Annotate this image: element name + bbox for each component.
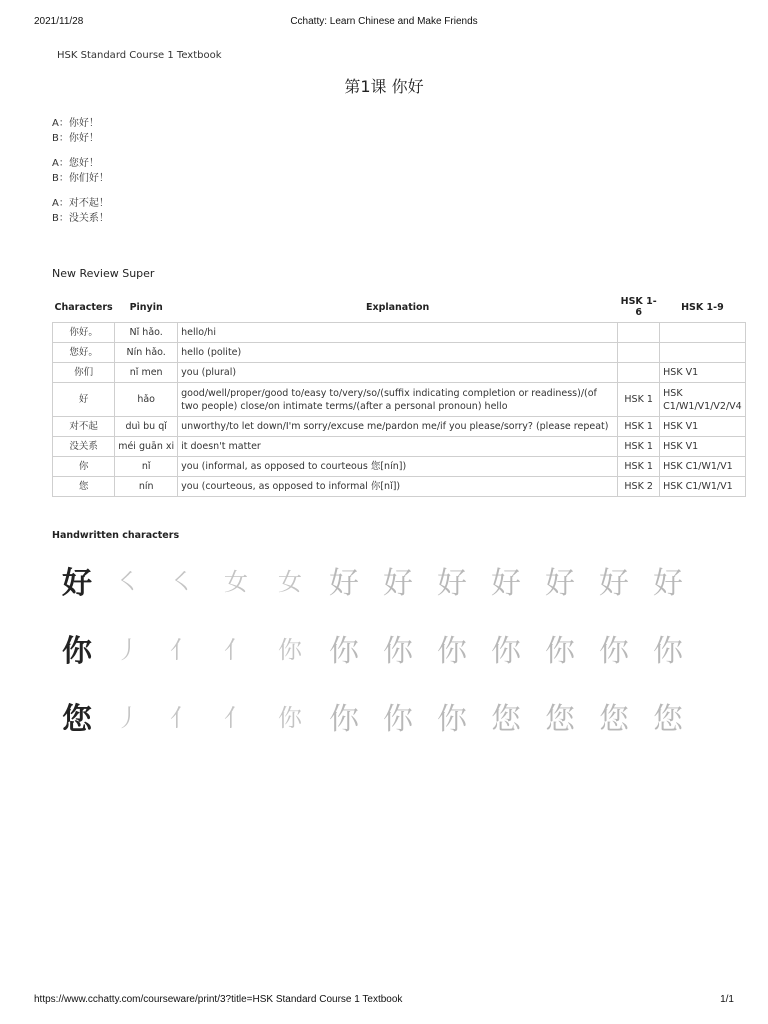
pinyin-cell: Nín hǎo.	[115, 343, 178, 363]
model-character: 您	[62, 702, 92, 737]
stroke-step: 亻	[224, 636, 248, 664]
hsk19-cell: HSK C1/W1/V1	[660, 477, 746, 497]
pinyin-cell: méi guān xi	[115, 437, 178, 457]
handwritten-label: Handwritten characters	[52, 530, 180, 541]
table-row	[53, 417, 746, 437]
table-row	[53, 323, 746, 343]
characters-cell: 你好。	[53, 323, 115, 343]
hsk16-cell: HSK 2	[618, 477, 660, 497]
dialogue-line: B：你们好！	[52, 172, 109, 184]
stroke-step: 您	[545, 702, 575, 737]
stroke-step: ㇛	[116, 568, 140, 596]
stroke-step: 好	[329, 566, 359, 601]
explanation-cell: you (plural)	[178, 363, 618, 383]
stroke-step: 你	[437, 634, 467, 669]
hsk16-cell: HSK 1	[618, 383, 660, 417]
table-row	[53, 363, 746, 383]
dialogue-line: B：你好！	[52, 132, 99, 144]
column-header: HSK 1-9	[681, 301, 724, 313]
stroke-step: 你	[491, 634, 521, 669]
stroke-step: 您	[653, 702, 683, 737]
characters-cell: 你	[53, 457, 115, 477]
stroke-step: 你	[599, 634, 629, 669]
stroke-step: 好	[653, 566, 683, 601]
table-row	[53, 343, 746, 363]
dialogue	[52, 117, 109, 146]
pinyin-cell: nǐ men	[115, 363, 178, 383]
pinyin-cell: Nǐ hǎo.	[115, 323, 178, 343]
stroke-order-row	[52, 626, 722, 676]
stroke-step: 好	[545, 566, 575, 601]
pinyin-cell: hǎo	[115, 383, 178, 417]
stroke-order-row	[52, 558, 722, 608]
dialogue-line: A：对不起！	[52, 198, 109, 209]
table-row	[53, 383, 746, 417]
stroke-step: 你	[329, 702, 359, 737]
stroke-order-row	[52, 694, 722, 744]
print-page-title: Cchatty: Learn Chinese and Make Friends	[290, 16, 478, 27]
characters-cell: 您好。	[53, 343, 115, 363]
hsk16-cell	[618, 323, 660, 343]
model-character: 好	[62, 566, 92, 601]
hsk19-cell: HSK C1/W1/V1/V2/V4	[660, 383, 746, 417]
characters-cell: 您	[53, 477, 115, 497]
stroke-step: 你	[329, 634, 359, 669]
hsk19-cell: HSK C1/W1/V1	[660, 457, 746, 477]
stroke-step: 女	[278, 568, 302, 596]
explanation-cell: it doesn't matter	[178, 437, 618, 457]
hsk19-cell: HSK V1	[660, 417, 746, 437]
table-row	[53, 457, 746, 477]
characters-cell: 对不起	[53, 417, 115, 437]
stroke-step: 你	[383, 634, 413, 669]
lesson-title: 第1课 你好	[344, 77, 424, 96]
explanation-cell: hello/hi	[178, 323, 618, 343]
print-date: 2021/11/28	[34, 16, 84, 27]
dialogue-line: A：你好！	[52, 118, 99, 129]
stroke-step: 你	[653, 634, 683, 669]
print-footer	[34, 994, 734, 1008]
stroke-step: 您	[491, 702, 521, 737]
dialogue	[52, 157, 109, 186]
stroke-step: 女	[224, 568, 248, 596]
course-name: HSK Standard Course 1 Textbook	[57, 50, 222, 61]
stroke-step: 亻	[224, 704, 248, 732]
review-label: New Review Super	[52, 267, 155, 280]
explanation-cell: good/well/proper/good to/easy to/very/so/(suffix indicating completion or readiness)/(of two people) close/on intimate terms/(after a personal pronoun) hello	[178, 383, 618, 417]
stroke-step: 好	[491, 566, 521, 601]
hsk16-cell: HSK 1	[618, 457, 660, 477]
hsk16-cell: HSK 1	[618, 417, 660, 437]
hsk19-cell	[660, 343, 746, 363]
hsk16-cell: HSK 1	[618, 437, 660, 457]
explanation-cell: you (informal, as opposed to courteous 您[nín])	[178, 457, 618, 477]
stroke-step: 丿	[116, 636, 140, 664]
stroke-step: 亻	[170, 704, 194, 732]
stroke-step: 亻	[170, 636, 194, 664]
stroke-step: 你	[437, 702, 467, 737]
explanation-cell: unworthy/to let down/I'm sorry/excuse me/pardon me/if you please/sorry? (please repeat)	[178, 417, 618, 437]
dialogues	[52, 117, 109, 237]
page-url: https://www.cchatty.com/courseware/print/3?title=HSK Standard Course 1 Textbook	[34, 994, 403, 1005]
characters-cell: 你们	[53, 363, 115, 383]
stroke-step: 你	[383, 702, 413, 737]
explanation-cell: you (courteous, as opposed to informal 你[nǐ])	[178, 477, 618, 497]
dialogue-line: B：没关系！	[52, 212, 109, 224]
column-header: Pinyin	[129, 301, 163, 313]
stroke-step: 你	[545, 634, 575, 669]
column-header: Characters	[54, 301, 113, 313]
stroke-step: 丿	[116, 704, 140, 732]
page-number: 1/1	[720, 994, 734, 1005]
table-row	[53, 437, 746, 457]
stroke-step: 好	[437, 566, 467, 601]
pinyin-cell: nǐ	[115, 457, 178, 477]
hsk19-cell: HSK V1	[660, 437, 746, 457]
vocab-table	[52, 294, 746, 497]
print-header	[34, 16, 734, 30]
stroke-step: 你	[278, 636, 302, 664]
stroke-step: 好	[599, 566, 629, 601]
vocab-header-row	[53, 294, 746, 323]
table-row	[53, 477, 746, 497]
hsk16-cell	[618, 343, 660, 363]
characters-cell: 没关系	[53, 437, 115, 457]
pinyin-cell: nín	[115, 477, 178, 497]
column-header: Explanation	[365, 301, 430, 313]
model-character: 你	[62, 634, 92, 669]
dialogue	[52, 197, 109, 226]
hsk19-cell	[660, 323, 746, 343]
characters-cell: 好	[53, 383, 115, 417]
dialogue-line: A：您好！	[52, 158, 99, 169]
column-header: HSK 1-6	[620, 296, 657, 318]
pinyin-cell: duì bu qǐ	[115, 417, 178, 437]
hsk16-cell	[618, 363, 660, 383]
stroke-step: 您	[599, 702, 629, 737]
stroke-step: 你	[278, 704, 302, 732]
stroke-step: 好	[383, 566, 413, 601]
hsk19-cell: HSK V1	[660, 363, 746, 383]
stroke-step: ㇛	[170, 568, 194, 596]
explanation-cell: hello (polite)	[178, 343, 618, 363]
